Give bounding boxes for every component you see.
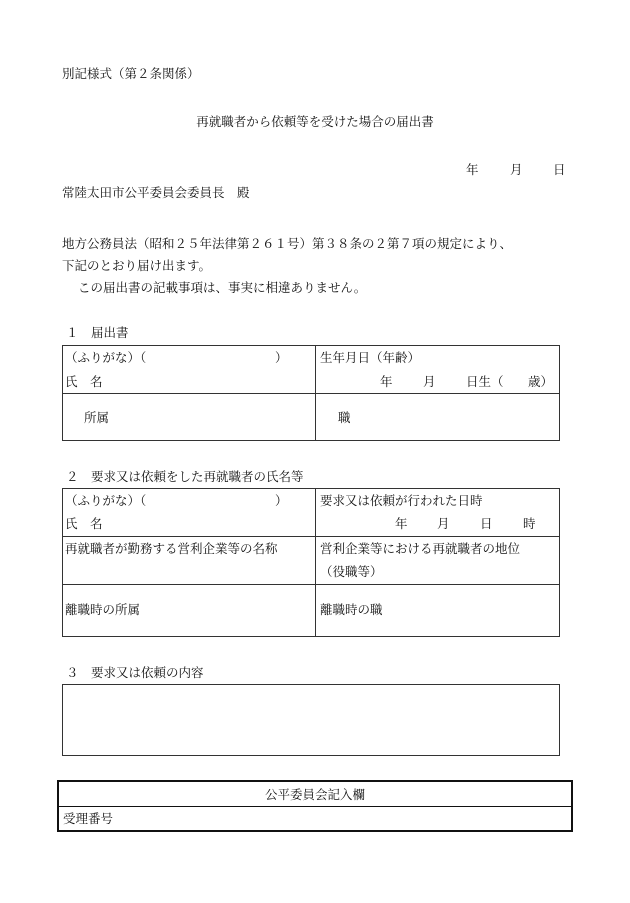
section1-heading: １ 届出書 [66,325,129,340]
receipt-number-label: 受理番号 [63,811,114,826]
body-line-2: 下記のとおり届け出ます。 [62,258,212,273]
s1-birth-label: 生年月日（年齢） [320,350,421,365]
s1-birth-day-age: 日生（ [466,374,504,389]
document-title: 再就職者から依頼等を受けた場合の届出書 [196,114,434,129]
s2-status-sub: （役職等） [320,564,383,579]
addressee: 常陸太田市公平委員会委員長 殿 [62,185,250,200]
s2-name-label: 氏 名 [65,516,103,531]
section3-content-box[interactable] [62,684,560,756]
s2-status-label: 営利企業等における再就職者の地位 [320,541,521,556]
s2-dt-month: 月 [437,516,450,531]
s1-name-label: 氏 名 [65,374,103,389]
form-label: 別記様式（第２条関係） [62,66,200,81]
section3-heading: ３ 要求又は依頼の内容 [66,665,204,680]
s1-affiliation-label: 所属 [84,410,110,425]
section2-divider-h2 [62,584,560,585]
section1-divider-h [62,393,560,394]
s2-datetime-label: 要求又は依頼が行われた日時 [320,493,483,508]
date-year: 年 [466,162,479,177]
s1-birth-year: 年 [380,374,393,389]
committee-divider [57,806,573,807]
date-month: 月 [510,162,523,177]
date-day: 日 [553,162,566,177]
s1-furigana-label: （ふりがな）（ [65,350,147,365]
committee-title: 公平委員会記入欄 [264,787,365,802]
s1-furigana-close: ） [275,350,288,365]
s1-birth-age-close: 歳） [528,374,554,389]
s2-furigana-close: ） [275,493,288,508]
section2-divider-v [315,488,316,637]
s2-former-affiliation-label: 離職時の所属 [65,602,141,617]
body-line-1: 地方公務員法（昭和２５年法律第２６１号）第３８条の２第７項の規定により、 [62,236,513,251]
s2-furigana-label: （ふりがな）（ [65,493,147,508]
body-line-3: この届出書の記載事項は、事実に相違ありません。 [78,280,367,295]
s2-company-label: 再就職者が勤務する営利企業等の名称 [65,541,278,556]
section2-divider-h1 [62,536,560,537]
s2-former-position-label: 離職時の職 [320,602,383,617]
s1-birth-month: 月 [423,374,436,389]
section2-heading: ２ 要求又は依頼をした再就職者の氏名等 [66,469,304,484]
s2-dt-hour: 時 [523,516,536,531]
s1-position-label: 職 [338,410,351,425]
s2-dt-year: 年 [395,516,408,531]
s2-dt-day: 日 [480,516,493,531]
